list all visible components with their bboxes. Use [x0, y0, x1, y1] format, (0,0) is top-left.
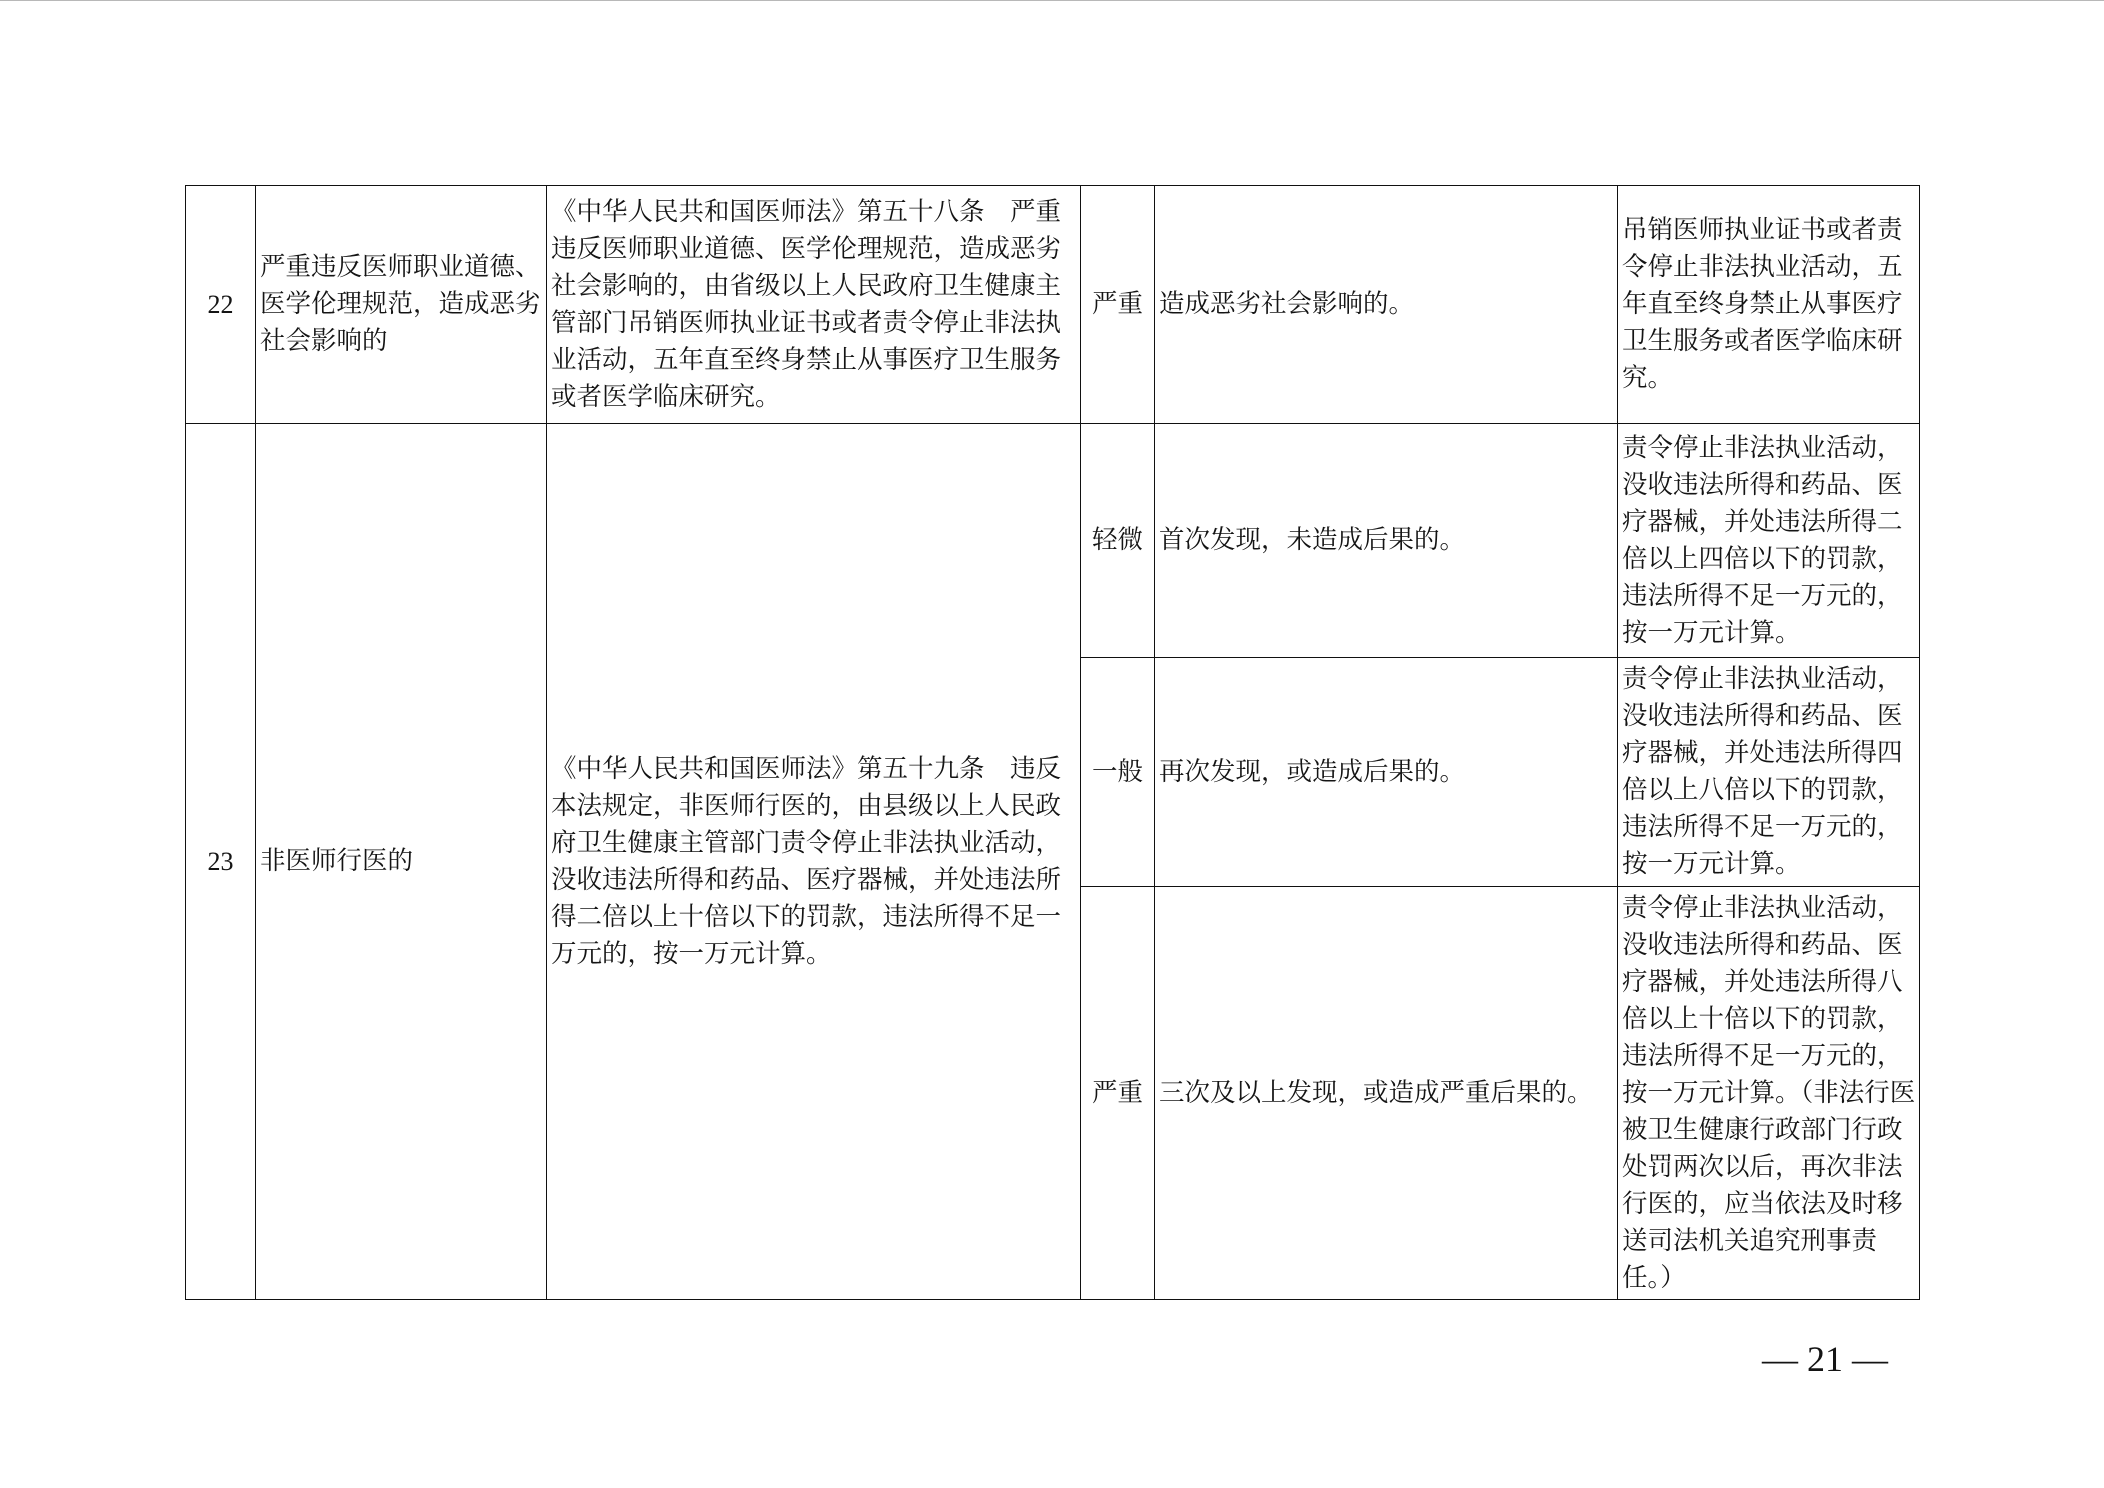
penalty-standard-text: 责令停止非法执业活动，没收违法所得和药品、医疗器械，并处违法所得八倍以上十倍以下的罚款，违法所得不足一万元的，按一万元计算。（非法行医被卫生健康行政部门行政处罚两次以后，再次非法行医的，应当依法及时移送司法机关追究刑事责任。）	[1622, 892, 1916, 1293]
penalty-standard-text: 责令停止非法执业活动，没收违法所得和药品、医疗器械，并处违法所得四倍以上八倍以下的罚款，违法所得不足一万元的，按一万元计算。	[1622, 664, 1903, 879]
severity-level-cell	[1081, 186, 1155, 424]
penalty-standard-cell	[1618, 186, 1920, 424]
circumstance-text: 首次发现，未造成后果的。	[1159, 525, 1466, 555]
penalty-standard-cell	[1618, 887, 1920, 1300]
circumstance-text: 三次及以上发现，或造成严重后果的。	[1159, 1077, 1593, 1108]
violation-behavior-text: 严重违反医师职业道德、医学伦理规范，造成恶劣社会影响的	[260, 252, 541, 356]
circumstance-cell	[1155, 658, 1618, 887]
legal-basis-text: 《中华人民共和国医师法》第五十八条 严重违反医师职业道德、医学伦理规范，造成恶劣社会影响的，由省级以上人民政府卫生健康主管部门吊销医师执业证书或者责令停止非法执业活动，五年直至终身禁止从事医疗卫生服务或者医学临床研究。	[551, 196, 1062, 412]
severity-level-text: 严重	[1091, 289, 1143, 319]
circumstance-cell	[1155, 887, 1618, 1300]
entry-number: 23	[207, 847, 234, 876]
legal-basis-cell	[547, 424, 1081, 1300]
circumstance-cell	[1155, 186, 1618, 424]
entry-number: 22	[207, 290, 234, 319]
circumstance-text: 再次发现，或造成后果的。	[1159, 756, 1466, 787]
severity-level-cell	[1081, 887, 1155, 1300]
severity-level-cell	[1081, 424, 1155, 658]
penalty-table	[185, 185, 1920, 1300]
penalty-standard-text: 责令停止非法执业活动，没收违法所得和药品、医疗器械，并处违法所得二倍以上四倍以下的罚款，违法所得不足一万元的，按一万元计算。	[1622, 432, 1903, 648]
severity-level-text: 轻微	[1091, 525, 1143, 555]
entry-number-cell	[186, 186, 256, 424]
penalty-standard-cell	[1618, 424, 1920, 658]
circumstance-text: 造成恶劣社会影响的。	[1159, 289, 1415, 319]
violation-behavior-text: 非医师行医的	[260, 846, 414, 876]
severity-level-cell	[1081, 658, 1155, 887]
penalty-standard-text: 吊销医师执业证书或者责令停止非法执业活动，五年直至终身禁止从事医疗卫生服务或者医学临床研究。	[1622, 215, 1903, 393]
violation-behavior-cell	[256, 424, 547, 1300]
legal-basis-cell	[547, 186, 1081, 424]
page-number: — 21 —	[1762, 1339, 1888, 1379]
page-edge-line	[0, 0, 2104, 1]
penalty-standard-cell	[1618, 658, 1920, 887]
circumstance-cell	[1155, 424, 1618, 658]
violation-behavior-cell	[256, 186, 547, 424]
severity-level-text: 严重	[1091, 1077, 1143, 1108]
legal-basis-text: 《中华人民共和国医师法》第五十九条 违反本法规定，非医师行医的，由县级以上人民政府卫生健康主管部门责令停止非法执业活动，没收违法所得和药品、医疗器械，并处违法所得二倍以上十倍以下的罚款，违法所得不足一万元的，按一万元计算。	[551, 753, 1062, 969]
entry-number-cell	[186, 424, 256, 1300]
severity-level-text: 一般	[1091, 756, 1143, 787]
